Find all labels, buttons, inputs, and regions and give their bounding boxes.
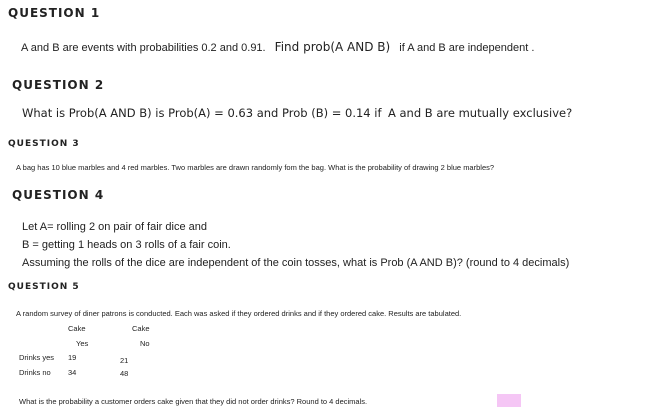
question-3-heading: QUESTION 3 bbox=[8, 139, 80, 149]
question-2-heading: QUESTION 2 bbox=[12, 78, 105, 92]
table-row-2-cell-2: 48 bbox=[120, 369, 129, 378]
question-1-heading: QUESTION 1 bbox=[8, 6, 101, 20]
question-4-line-2: B = getting 1 heads on 3 rolls of a fair coin. bbox=[22, 239, 231, 251]
table-row-1-cell-2: 21 bbox=[120, 356, 129, 365]
table-col-1-header-line-2: Yes bbox=[76, 339, 89, 348]
table-col-2-header-line-1: Cake bbox=[132, 324, 150, 333]
question-1-text-b: Find prob(A AND B) bbox=[274, 40, 391, 54]
question-4-line-3: Assuming the rolls of the dice are independent of the coin tosses, what is Prob (A AND B)? (round to 4 decimals) bbox=[22, 257, 570, 269]
table-col-1-header-line-1: Cake bbox=[68, 324, 86, 333]
question-2-text-b: A and B are mutually exclusive? bbox=[387, 106, 573, 120]
question-2-text bbox=[22, 104, 572, 122]
question-5-heading: QUESTION 5 bbox=[8, 282, 80, 292]
question-3-text: A bag has 10 blue marbles and 4 red marbles. Two marbles are drawn randomly fom the bag. What is the probability of drawing 2 blue marbles? bbox=[16, 163, 495, 172]
table-col-2-header-line-2: No bbox=[140, 339, 150, 348]
table-row-2-label: Drinks no bbox=[19, 368, 51, 377]
question-1-text-c: if A and B are independent . bbox=[399, 42, 535, 54]
answer-input-box[interactable] bbox=[497, 394, 521, 407]
question-5-intro: A random survey of diner patrons is conducted. Each was asked if they ordered drinks and if they ordered cake. Results are tabulated. bbox=[16, 309, 462, 318]
table-row-1-label: Drinks yes bbox=[19, 353, 55, 362]
question-5-prompt: What is the probability a customer orders cake given that they did not order drinks? Round to 4 decimals. bbox=[19, 397, 368, 406]
table-row-1-cell-1: 19 bbox=[68, 353, 77, 362]
question-4-heading: QUESTION 4 bbox=[12, 188, 105, 202]
table-row-2-cell-1: 34 bbox=[68, 368, 77, 377]
question-1-text bbox=[21, 40, 534, 54]
question-1-text-a: A and B are events with probabilities 0.2 and 0.91. bbox=[21, 42, 266, 54]
question-4-line-1: Let A= rolling 2 on pair of fair dice and bbox=[22, 221, 207, 233]
question-2-text-a: What is Prob(A AND B) is Prob(A) = 0.63 and Prob (B) = 0.14 if bbox=[22, 106, 382, 120]
